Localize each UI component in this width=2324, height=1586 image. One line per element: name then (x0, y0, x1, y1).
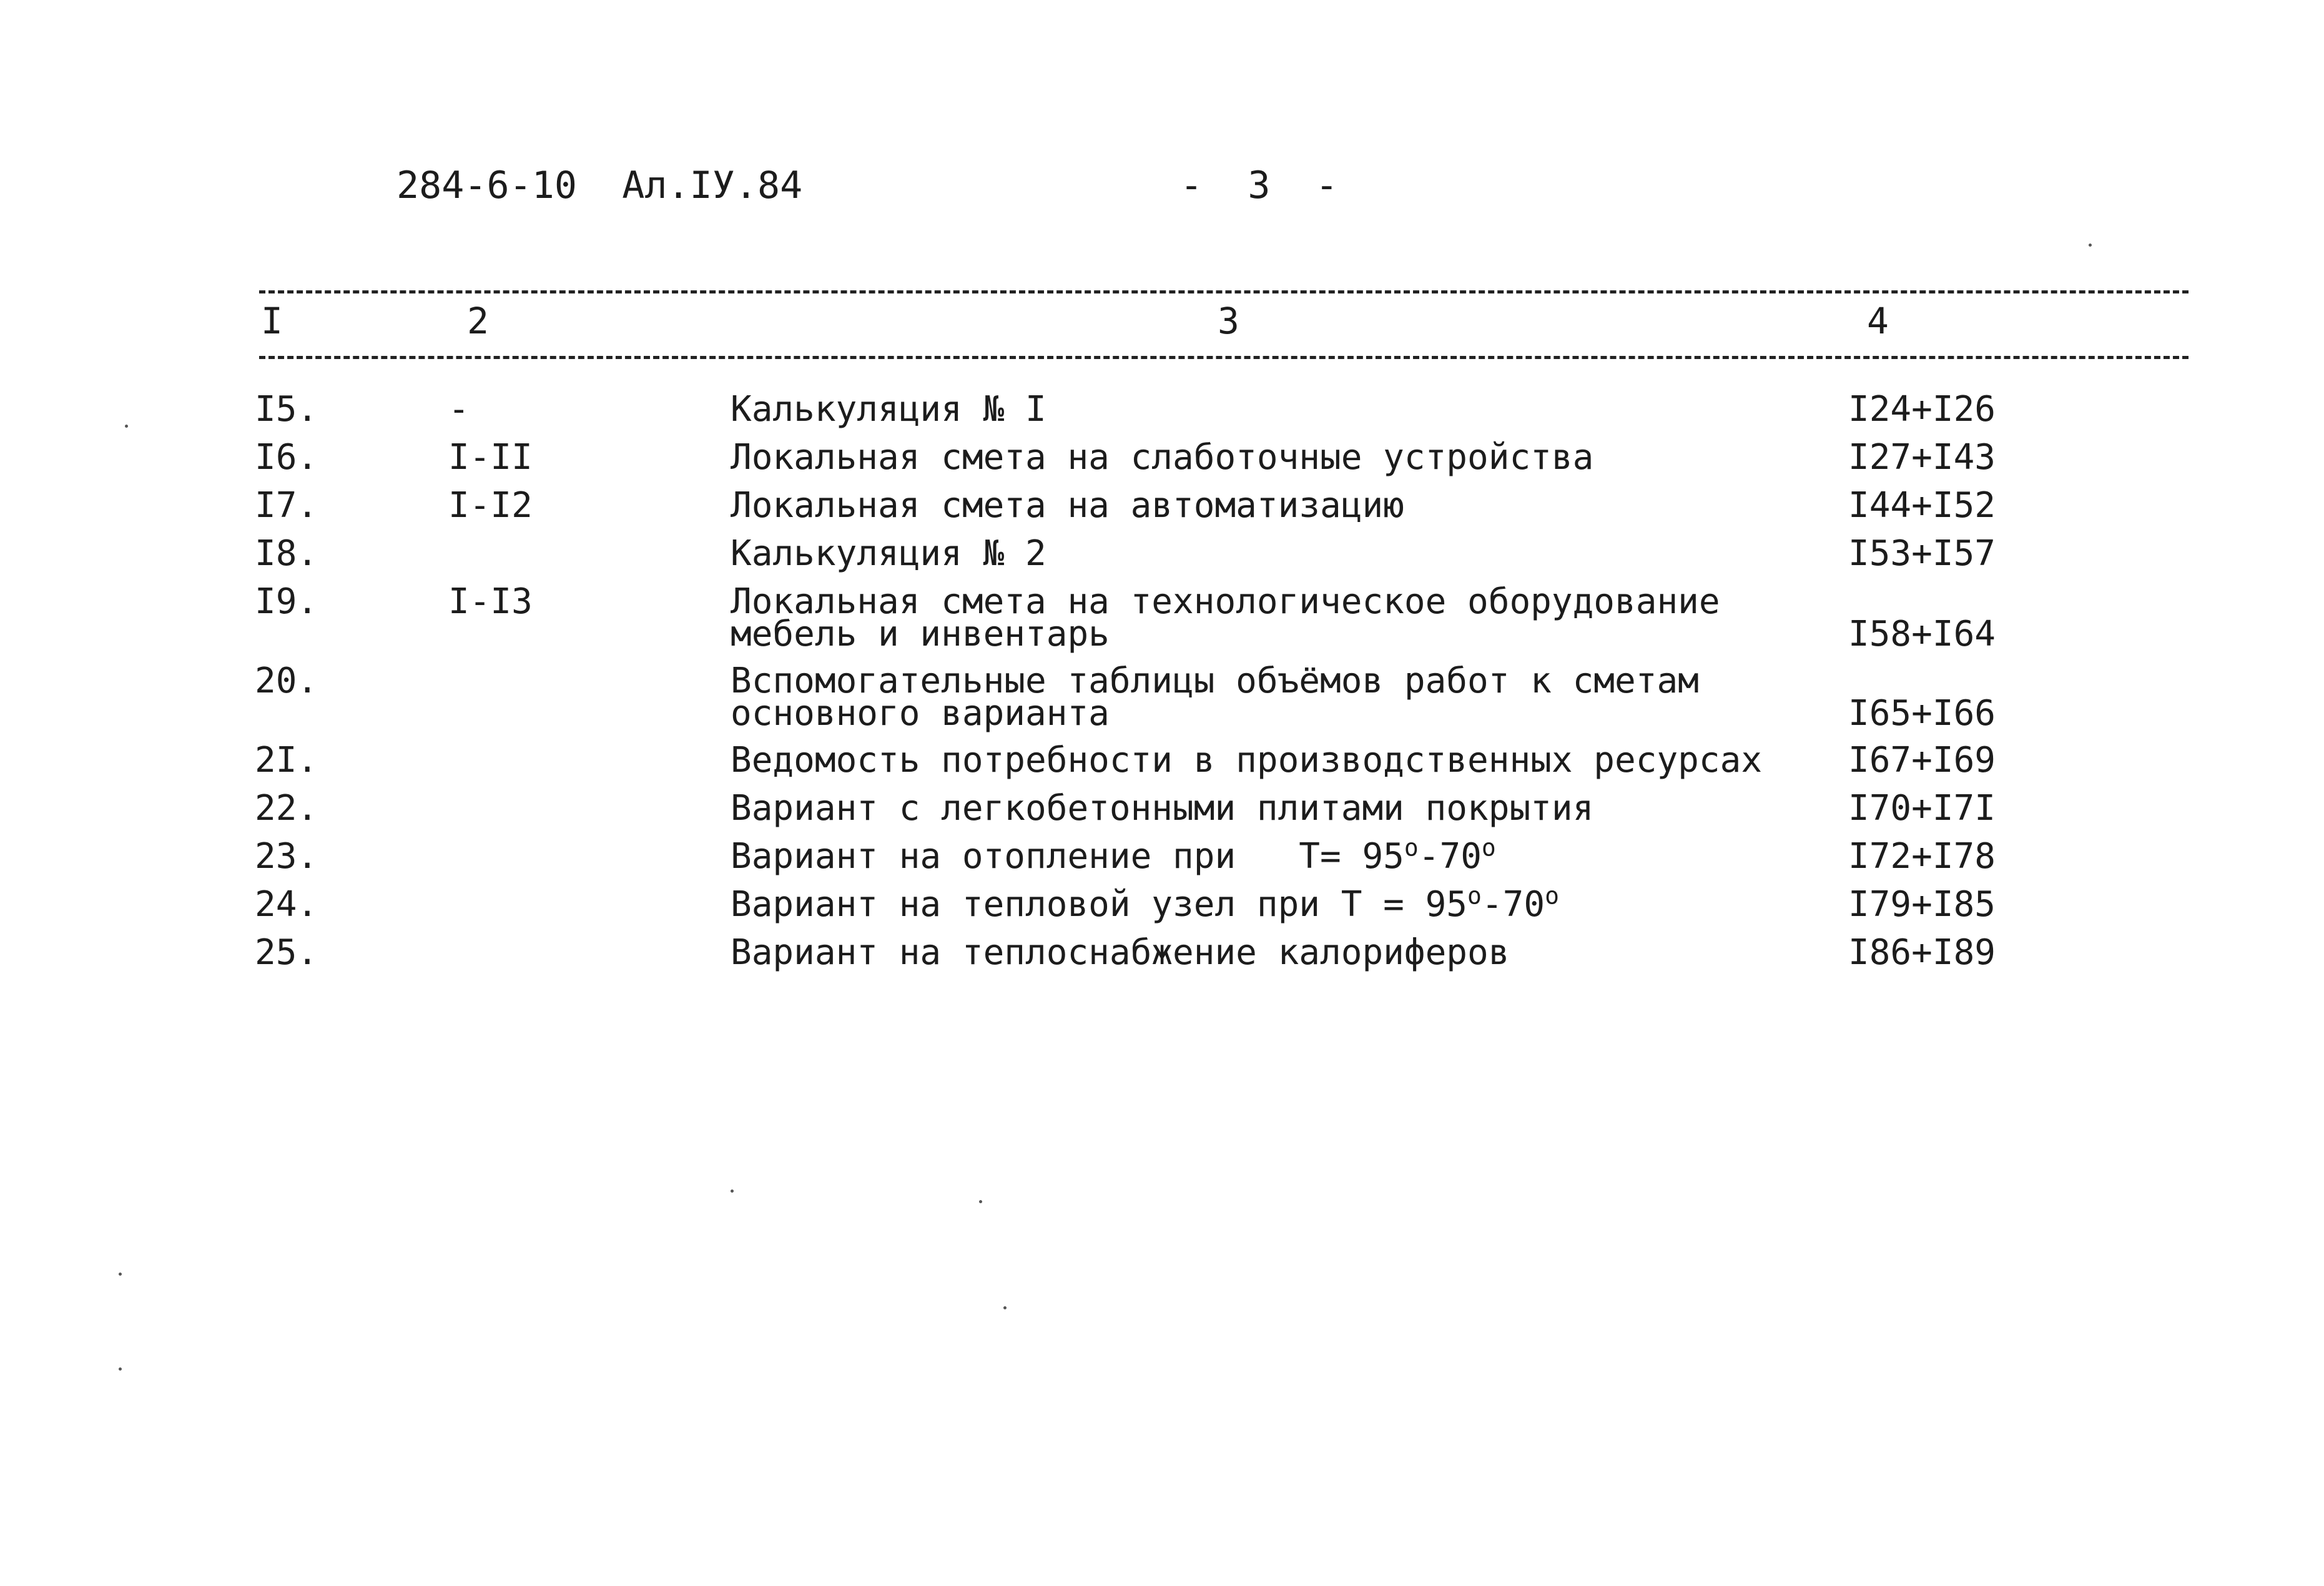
column-header-3: 3 (1218, 300, 1239, 342)
row-title: Вспомогательные таблицы объёмов работ к сметам основного варианта (731, 661, 1699, 734)
scan-speck (979, 1200, 982, 1203)
row-pages: I27+I43 (1848, 437, 1996, 478)
row-number: I9. (255, 581, 318, 622)
scan-speck (1003, 1306, 1007, 1309)
row-title-text-end: -70 (1481, 884, 1545, 925)
scan-speck (125, 425, 128, 428)
table-top-rule (259, 290, 2189, 293)
row-number: 22. (255, 788, 318, 829)
row-title: Локальная смета на слаботочные устройства (731, 437, 1594, 478)
row-number: 24. (255, 884, 318, 925)
row-title: Локальная смета на автоматизацию (731, 485, 1404, 526)
page-number: - 3 - (1180, 164, 1338, 207)
row-title-text-end: -70 (1418, 836, 1482, 877)
row-title-text: Вариант на тепловой узел при Т = 95 (731, 884, 1468, 925)
row-pages: I65+I66 (1848, 693, 1996, 734)
row-title (731, 882, 1559, 925)
row-title: Вариант с легкобетонными плитами покрытия (731, 788, 1594, 829)
row-title: Калькуляция № I (731, 389, 1046, 430)
column-header-1: I (261, 300, 283, 342)
row-number: 20. (255, 661, 318, 701)
row-pages: I70+I7I (1848, 788, 1996, 829)
row-number: 25. (255, 932, 318, 973)
row-number: 23. (255, 836, 318, 877)
row-pages: I79+I85 (1848, 884, 1996, 925)
row-pages: I53+I57 (1848, 533, 1996, 574)
degree-sign: o (1404, 834, 1419, 862)
scan-speck (731, 1190, 734, 1193)
row-number: 2I. (255, 740, 318, 781)
row-pages: I86+I89 (1848, 932, 1996, 973)
column-header-4: 4 (1867, 300, 1889, 342)
row-pages: I24+I26 (1848, 389, 1996, 430)
row-title: Вариант на теплоснабжение калориферов (731, 932, 1510, 973)
row-number: I5. (255, 389, 318, 430)
row-pages: I67+I69 (1848, 740, 1996, 781)
row-title-text: Вариант на отопление при Т= 95 (731, 836, 1404, 877)
row-number: I7. (255, 485, 318, 526)
row-reference: I-I3 (448, 581, 533, 622)
row-pages: I58+I64 (1848, 614, 1996, 654)
row-pages: I44+I52 (1848, 485, 1996, 526)
row-pages: I72+I78 (1848, 836, 1996, 877)
table-header-rule (259, 356, 2189, 359)
column-header-2: 2 (467, 300, 489, 342)
degree-sign: o (1545, 882, 1559, 910)
degree-sign: o (1467, 882, 1482, 910)
row-reference: - (448, 389, 470, 430)
scan-speck (2089, 244, 2092, 247)
row-reference: I-I2 (448, 485, 533, 526)
row-number: I8. (255, 533, 318, 574)
page-header (0, 164, 2324, 214)
row-number: I6. (255, 437, 318, 478)
row-title: Локальная смета на технологическое оборудование мебель и инвентарь (731, 581, 1720, 654)
row-reference: I-II (448, 437, 533, 478)
scan-speck (119, 1367, 122, 1371)
scan-speck (119, 1273, 122, 1276)
degree-sign: o (1481, 834, 1496, 862)
document-code: 284-6-10 Ал.IУ.84 (396, 164, 803, 207)
row-title (731, 834, 1496, 877)
row-title: Ведомость потребности в производственных ресурсах (731, 740, 1763, 781)
row-title: Калькуляция № 2 (731, 533, 1046, 574)
